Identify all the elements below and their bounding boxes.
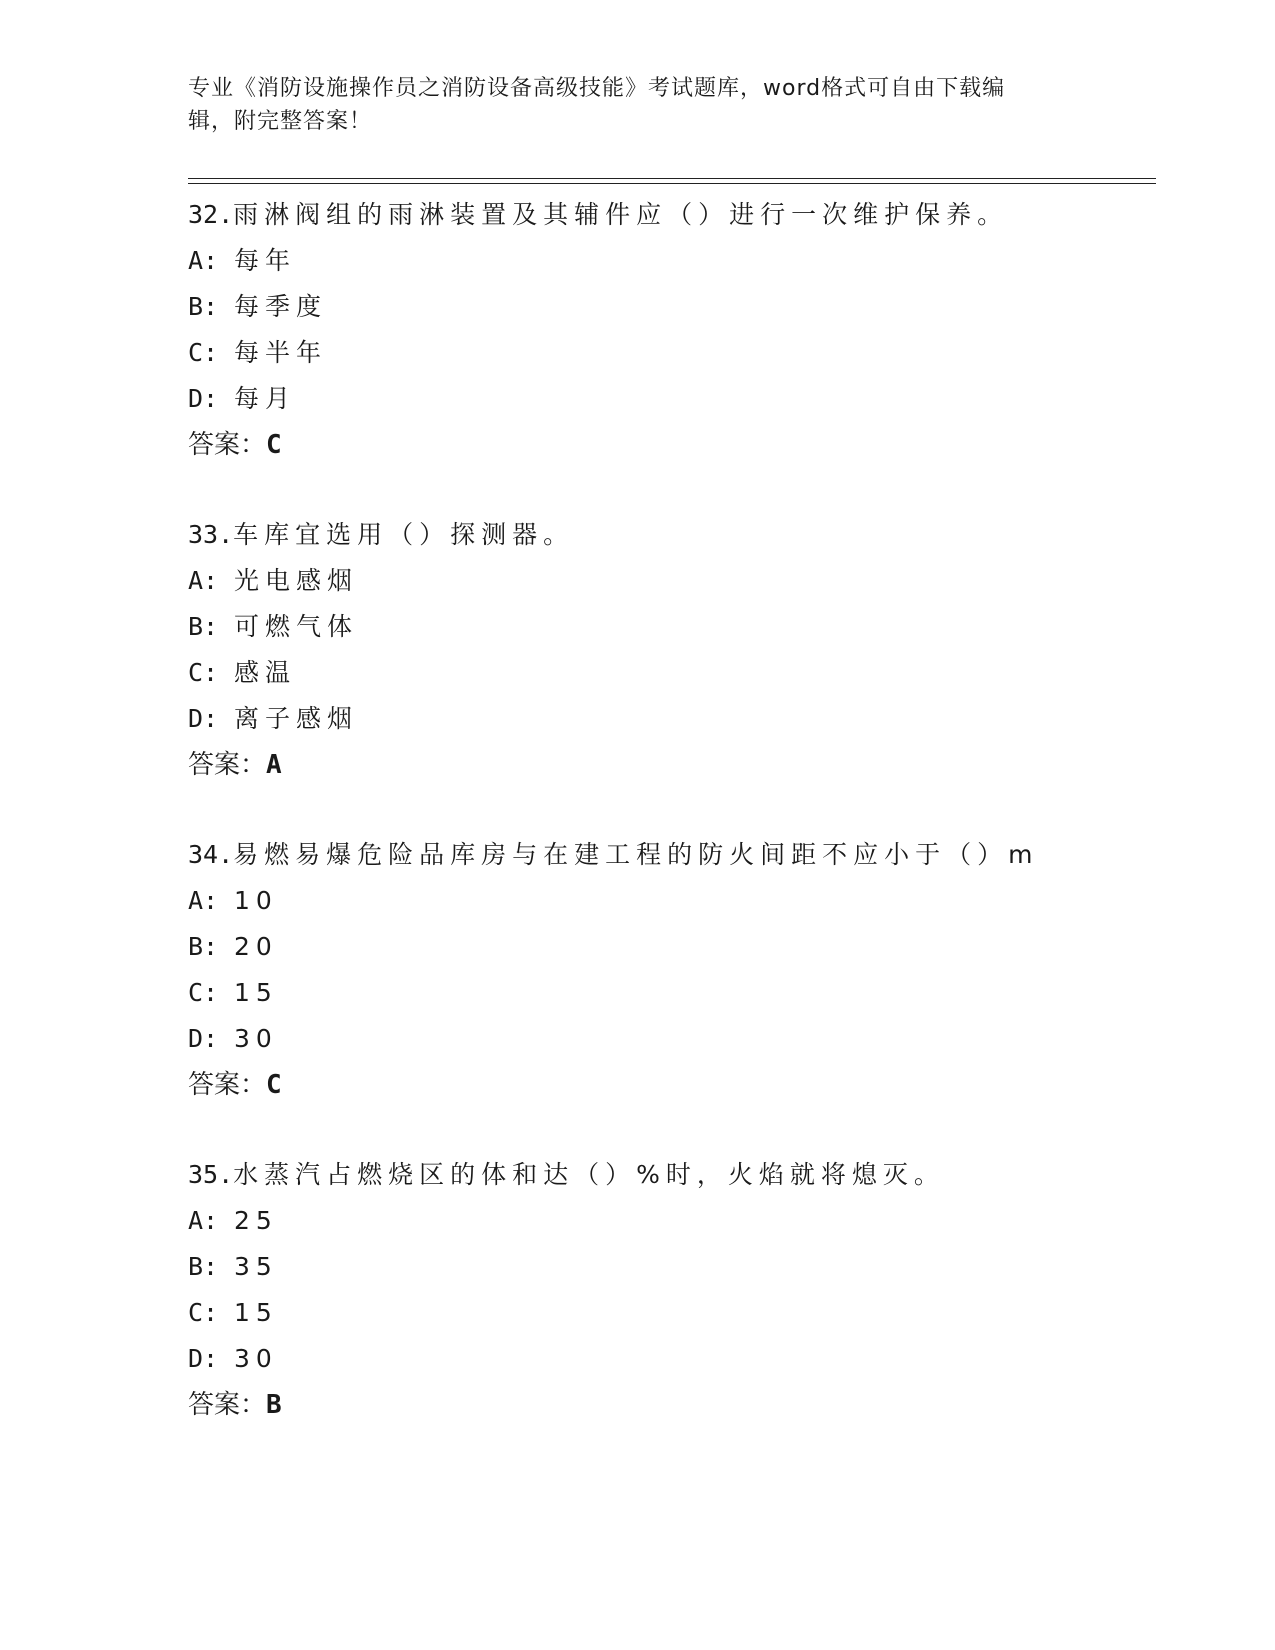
option-key: C: [188,338,219,367]
answer-value: C [266,430,282,460]
question-number: 33. [188,520,234,549]
option-text: 离子感烟 [234,704,359,733]
option-key: A: [188,1206,219,1235]
option-b [188,1244,1188,1290]
question-text: 车库宜选用（）探测器。 [233,520,575,549]
option-text: 15 [234,978,278,1007]
question-34 [188,832,1188,1108]
answer-line [188,1062,1188,1108]
option-key: B: [188,292,219,321]
option-a [188,558,1188,604]
option-key: D: [188,704,219,733]
question-stem [188,512,1188,558]
question-number: 32. [188,200,234,229]
option-c [188,650,1188,696]
question-text: 水蒸汽占燃烧区的体和达（）%时，火焰就将熄灭。 [233,1160,945,1189]
option-text: 每月 [234,384,297,413]
answer-line [188,422,1188,468]
option-key: C: [188,1298,219,1327]
question-32 [188,192,1188,468]
header-divider-bottom [188,183,1156,184]
question-stem [188,832,1188,878]
header-divider-top [188,178,1156,179]
option-key: A: [188,566,219,595]
answer-value: B [266,1390,282,1420]
option-text: 30 [234,1344,278,1373]
question-35 [188,1152,1188,1428]
option-key: D: [188,1024,219,1053]
option-b [188,604,1188,650]
option-b [188,924,1188,970]
document-intro [188,72,1088,138]
answer-label: 答案： [188,1070,267,1100]
question-stem [188,1152,1188,1198]
question-stem [188,192,1188,238]
option-key: B: [188,612,219,641]
answer-value: C [266,1070,282,1100]
question-text: 雨淋阀组的雨淋装置及其辅件应（）进行一次维护保养。 [233,200,1009,229]
option-text: 每年 [234,246,297,275]
option-c [188,330,1188,376]
option-text: 每季度 [234,292,328,321]
option-text: 每半年 [234,338,328,367]
option-a [188,878,1188,924]
question-33 [188,512,1188,788]
answer-label: 答案： [188,1390,267,1420]
option-key: A: [188,886,219,915]
option-c [188,970,1188,1016]
option-d [188,696,1188,742]
option-key: A: [188,246,219,275]
option-text: 35 [234,1252,278,1281]
option-d [188,1336,1188,1382]
question-text: 易燃易爆危险品库房与在建工程的防火间距不应小于（）m [233,840,1039,869]
option-key: D: [188,1344,219,1373]
answer-line [188,1382,1188,1428]
option-a [188,1198,1188,1244]
option-key: C: [188,978,219,1007]
option-c [188,1290,1188,1336]
option-text: 感温 [234,658,297,687]
option-key: C: [188,658,219,687]
option-key: B: [188,932,219,961]
option-text: 25 [234,1206,278,1235]
option-text: 光电感烟 [234,566,359,595]
option-key: D: [188,384,219,413]
question-number: 35. [188,1160,234,1189]
option-text: 30 [234,1024,278,1053]
answer-value: A [266,750,282,780]
option-text: 可燃气体 [234,612,359,641]
option-text: 15 [234,1298,278,1327]
intro-line-2: 辑，附完整答案！ [188,109,373,134]
option-d [188,1016,1188,1062]
option-b [188,284,1188,330]
question-number: 34. [188,840,234,869]
option-d [188,376,1188,422]
option-text: 20 [234,932,278,961]
answer-label: 答案： [188,430,267,460]
option-a [188,238,1188,284]
intro-line-1: 专业《消防设施操作员之消防设备高级技能》考试题库，word格式可自由下载编 [188,76,1006,101]
option-text: 10 [234,886,278,915]
answer-line [188,742,1188,788]
answer-label: 答案： [188,750,267,780]
option-key: B: [188,1252,219,1281]
